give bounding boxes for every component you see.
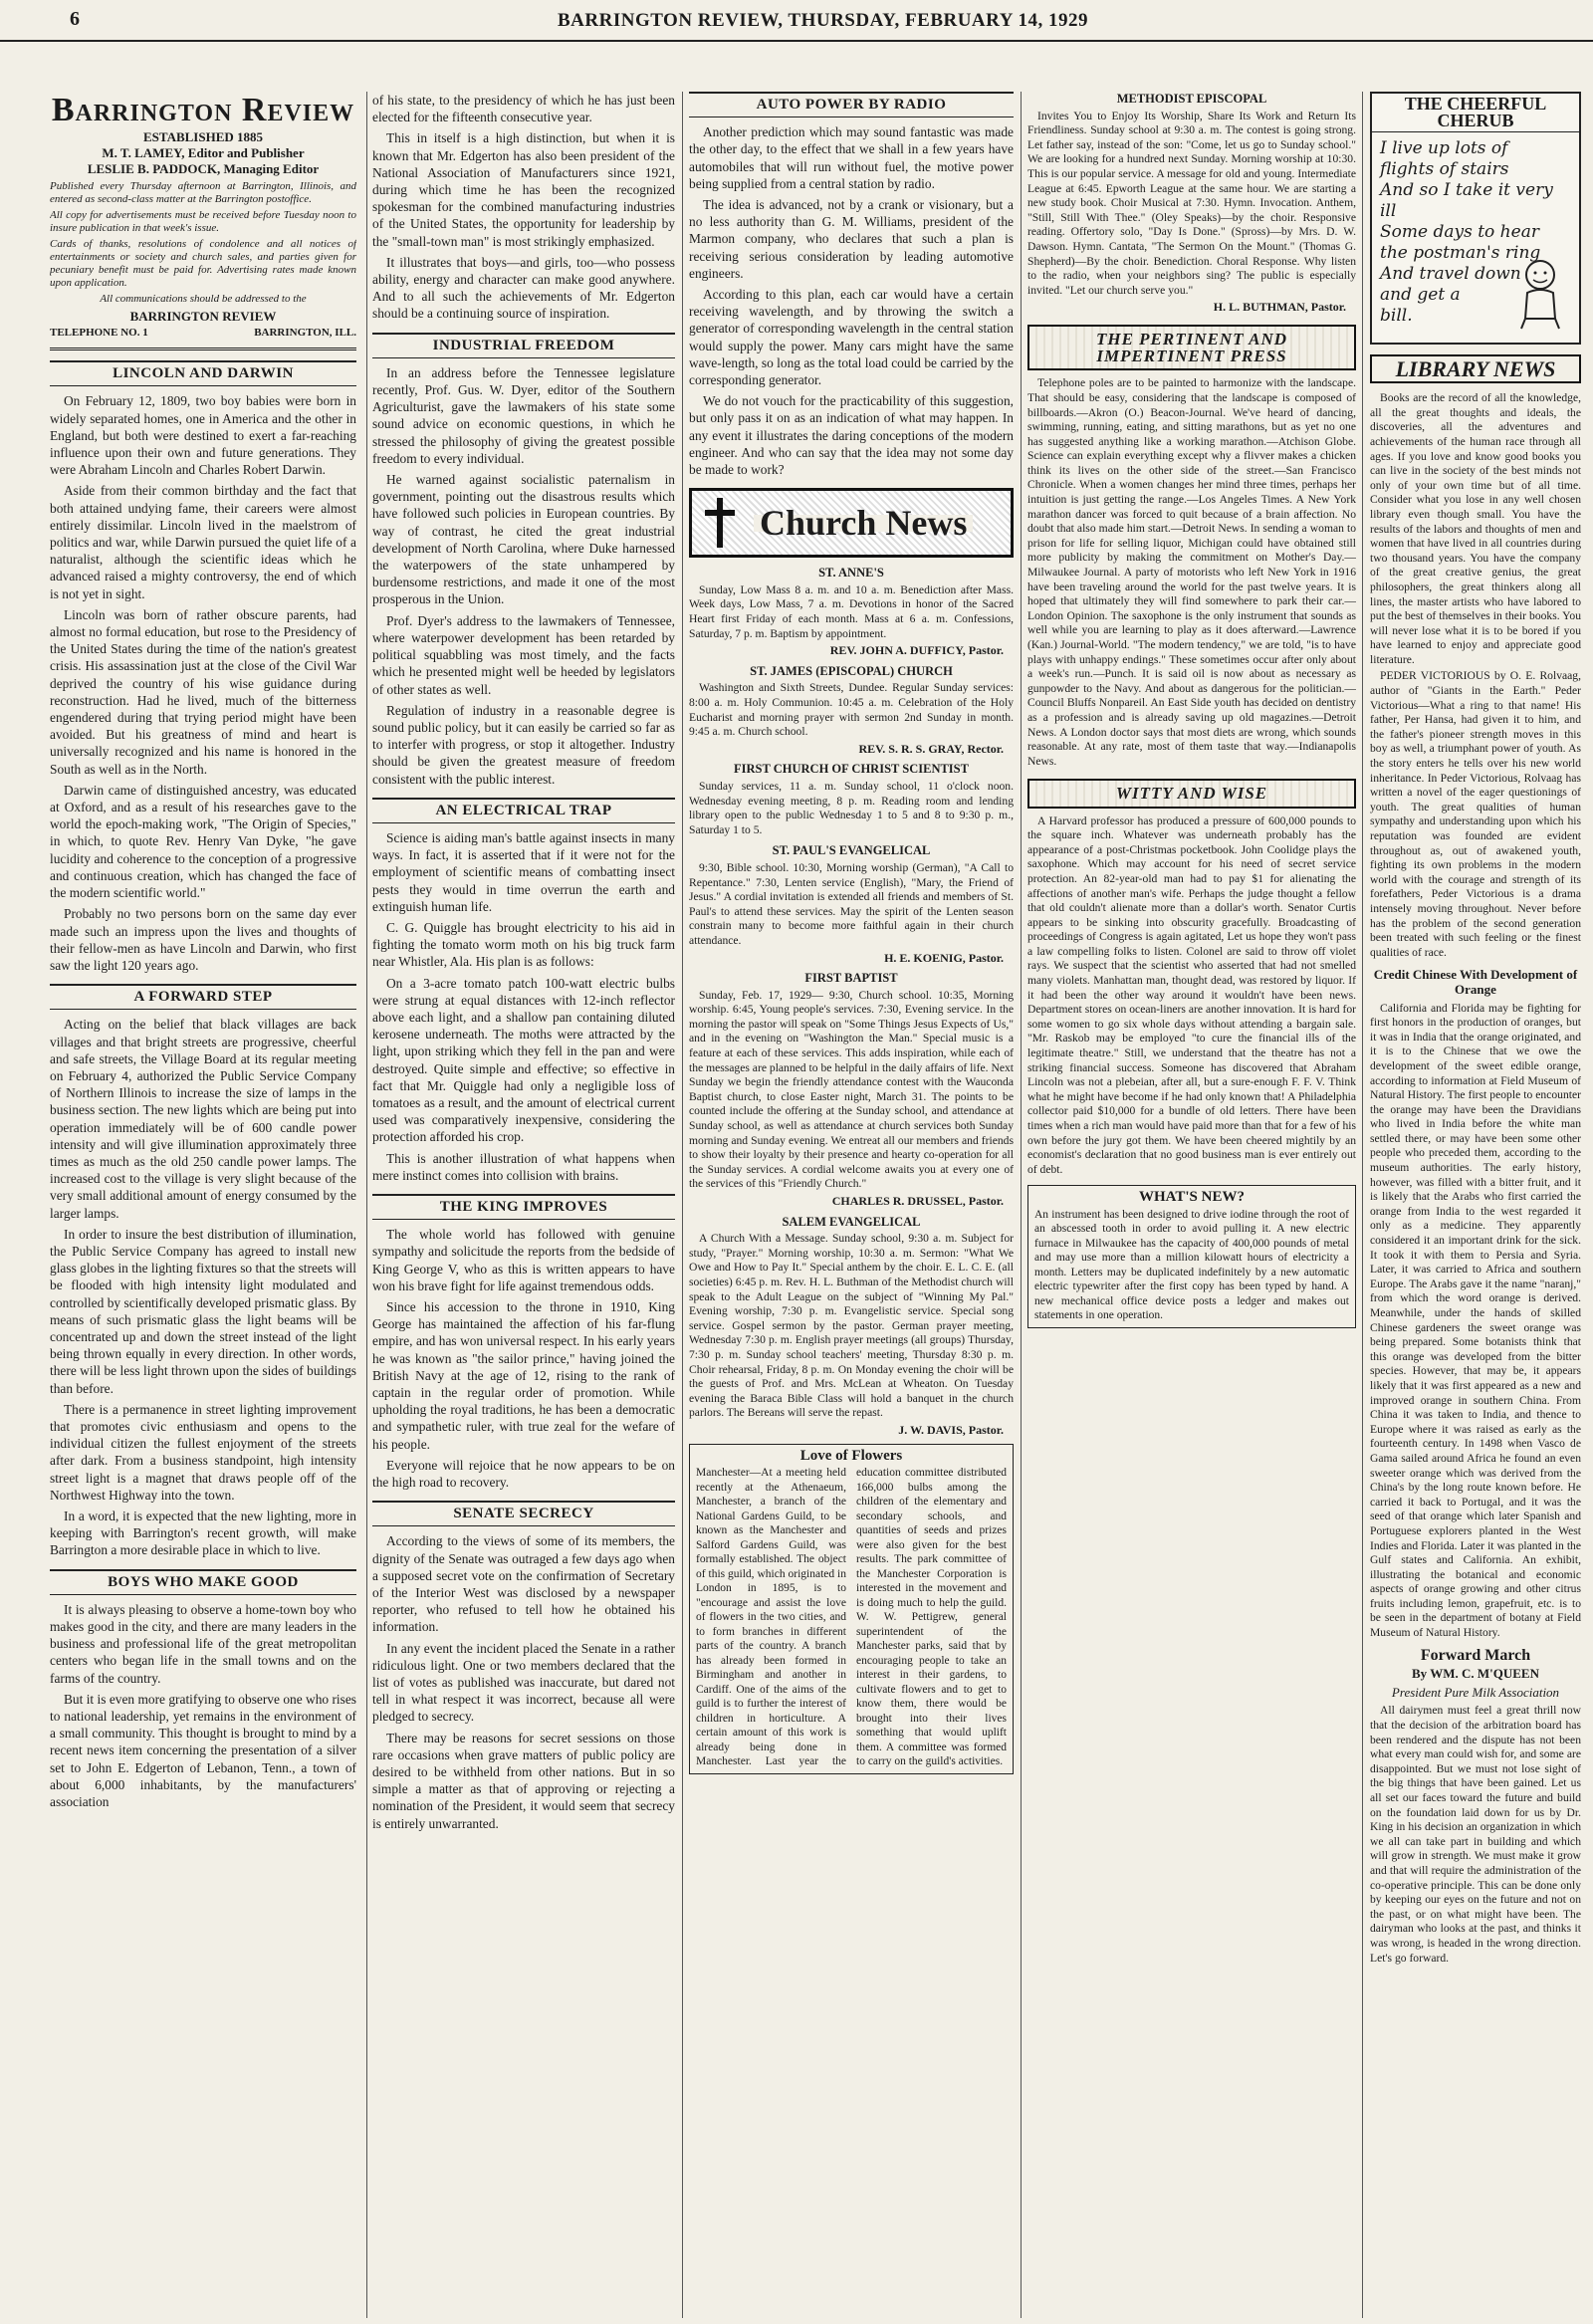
church-news-banner (689, 488, 1014, 558)
article-heading: AN ELECTRICAL TRAP (372, 798, 675, 823)
article-paragraph: It illustrates that boys—and girls, too—who possess ability, energy and character can make good anywhere. And to all such the achievements of Mr. Edgerton should be a continuing source of inspiration. (372, 254, 675, 322)
article-paragraph: Books are the record of all the knowledge, all the great thoughts and ideals, the discoveries, all the adventures and achievements of the human race through all ages. If you love and know good books you can live in the society of the best minds not only of your own time but of all time. Consider what you lose in any well chosen library even though small. You have the results of the labors and thoughts of men and women that have lived in all countries during two thousand years. You have the company of the great creative genius, the great philosophers, the great thinkers along all lines, the master artists who have labored to put the best of themselves in their books. You will never lose what it is to be bored if you have learned to enjoy and appreciate good literature. (1370, 391, 1581, 666)
copy-deadline-notice: All copy for advertisements must be received before Tuesday noon to insure publication in that week's issue. (50, 209, 356, 234)
article-paragraph: Aside from their common birthday and the fact that both attained undying fame, their careers were almost entirely dissimilar. Lincoln lived in the maelstrom of politics and war, while Darwin pursued the quiet life of a naturalist, although the scientific ideas which he advanced raised a mighty controversy, the end of which is not yet in sight. (50, 483, 356, 601)
column-rule (1021, 92, 1022, 2318)
article-heading: SENATE SECRECY (372, 1501, 675, 1526)
column-rule (366, 92, 367, 2318)
page-number: 6 (70, 8, 80, 30)
church-listings (689, 566, 1014, 1437)
column-rule (682, 92, 683, 2318)
article-paragraph: The idea is advanced, not by a crank or visionary, but a no less authority than G. M. Williams, president of the Marmon company, who declares that such a plan is receiving serious consideration by leading automotive engineers. (689, 197, 1014, 281)
column-5 (1370, 92, 1581, 2318)
quips-text: A Harvard professor has produced a pressure of 600,000 pounds to the square inch. Whatever was underneath probably has the appearance of a post-Christmas pocketbook. John Coolidge plays the saxophone. Which may account for his need of secret service protection. An 82-year-old man had to pay $1 for alienating the affections of another man's wife. Perhaps the judge thought a fellow that old couldn't alienate more than a dollar's worth. Senator Curtis appears to be sinking into obscurity gracefully. Broadcasting of proceedings of Congress is again agitated, Let us hope they won't pass a law compelling folks to listen. Colonel are said to throw off violet rays. We suspect that the scientist who asserted that had not smelled many violets. Manhattan man, thought dead, was restored by liquor. If it had been the other way around it wouldn't have been news. Department stores on ocean-liners are another innovation. It is hard for some women to go six whole days without attending a bargain sale. "Mr. Raskob may be employed "to cure the financial ills of the legitimate theatre." Still, we understand that the theatre has not a striking financial success. Someone has discovered that Abraham Lincoln was not a plebeian, after all, but a sure-enough F. F. V. Think what he might have become if he had only known that! A Philadelphia collector paid $10,000 for a bundle of old letters. There have been times when a rich man would have paid more than that for a few of his own before the jury got them. We have been cheered mightily by an economist's declaration that no good business man is ever entirely out of debt. (1027, 813, 1356, 1176)
column-3 (689, 92, 1014, 2318)
article-heading: THE KING IMPROVES (372, 1194, 675, 1220)
verse-line: bill. (1380, 306, 1413, 327)
article-paragraph: According to the views of some of its members, the dignity of the Senate was outraged a few days ago when a supposed secret vote on the confirmation of Secretary of the Interior West was disclosed by a newspaper reporter, who refused to tell how he obtained his information. (372, 1533, 675, 1635)
byline-title: President Pure Milk Association (1391, 1684, 1560, 1700)
church-text: 9:30, Bible school. 10:30, Morning worship (German), "A Call to Repentance." 7:30, Lenten service (English), "Mary, the Friend of Jesus." A cordial invitation is extended all friends and members of St. Paul's to attend these services. May the spirit of the Lenten season constrain many to become more faithful again in their church attendance. (689, 860, 1014, 947)
article-paragraph: The whole world has followed with genuine sympathy and solicitude the reports from the bedside of King George V, who as this is written appears to have won his brave fight for life against tremendous odds. (372, 1227, 675, 1293)
article-heading: INDUSTRIAL FREEDOM (372, 333, 675, 358)
church-text: Sunday, Low Mass 8 a. m. and 10 a. m. Benediction after Mass. Week days, Low Mass, 7 a. m. Devotions in honor of the Sacred Heart first Friday of each month. Mass at 6 a. m. Confessions, Saturday, 7 p. m. Baptism by appointment. (689, 582, 1014, 640)
library-news-text (1370, 391, 1581, 1966)
quips-text: Telephone poles are to be painted to harmonize with the landscape. That should be easy, considering that the landscape is composed of billboards.—Akron (O.) Beacon-Journal. We've heard of dancing, swimming, running, eating, and sitting marathons, but as yet no one has suggested anything like a working marathon.—Atchison Globe. Science can explain everything except why a flivver makes a chicken think its lives on the other side of the street.—San Francisco Chronicle. When a women changes her mind three times, perhaps her intuition is just getting the range.—Los Angeles Times. A New York marathon dancer was forced to quit because of a brain affection. No doubt that also made him start.—Detroit News. In sending a woman to prison for life for selling liquor, Michigan could have obtained still more publicity by making the commitment on Mother's Day.—Milwaukee Journal. A party of motorists who left New York in 1916 have been traveling around the world for the past twelve years. It is hoped that ultimately they will find somewhere to park their car.—London Opinion. The saxophone is the only instrument that sounds as well while you are learning to play as it does afterward.—Lawrence (Kan.) Journal-World. "The modern tendency," we are told, "is to have plays with unhappy endings." These sometimes occur after only about a week's run.—Punch. It is said oil is now about as necessary as gunpowder to the Navy. And about as dangerous for the politician.—Council Bluffs Nonpareil. An East Side youth has decided on dentistry as a profession and is already saving up old magazines.—Detroit News. A London doctor says that most diets are wrong, which sounds reasonable. At any rate, most of them taste that way.—Indianapolis News. (1027, 376, 1356, 768)
library-news-heading: LIBRARY NEWS (1370, 354, 1581, 383)
article-paragraph: Acting on the belief that black villages are back villages and that bright streets are progressive, cheerful and safe streets, the Village Board at its regular meeting on February 4, authorized the Public Service Company of Northern Illinois to increase the size of lamps in the business section. The new lights which are being put into operation immediately will be of 600 candle power intensity and will give illumination approximately three times as much as the old 250 candle power lamps. The increased cost to the village is very slight because of the very small additional amount of energy consumed by the larger lamps. (50, 1017, 356, 1221)
byline: By WM. C. M'QUEEN (1412, 1666, 1539, 1682)
address-intro: All communications should be addressed to the (100, 293, 307, 305)
article-paragraph: According to this plan, each car would have a certain receiving wavelength, and by throwing the switch a generator of corresponding wavelength in the central station would supply the power. Many cars might have the same wave-length, so long as the total load could be carried by the corresponding generator. (689, 287, 1014, 388)
article-paragraph: In any event the incident placed the Senate in a rather ridiculous light. One or two members declared that the list of votes as published was inaccurate, but dared not tell in what respect it was incorrect, because all were pledged to secrecy. (372, 1640, 675, 1725)
box-text: An instrument has been designed to drive iodine through the root of an abscessed tooth in order to avoid pulling it. A new electric furnace in Milwaukee has the capacity of 400,000 pounds of metal and may use more than a million kilowatt hours of electricity a month. Letters may be duplicated indefinitely by a new automatic electric typewriter after the first copy has been typed by hand. A new mechanical office device posts a ledger and makes out statements in one operation. (1034, 1208, 1349, 1322)
article-paragraph: Prof. Dyer's address to the lawmakers of Tennessee, where waterpower development has been retarded by political squabbling was most timely, and the facts which he presented might well be heeded by legislators of other states as well. (372, 612, 675, 697)
pastor-signature: H. L. BUTHMAN, Pastor. (1213, 300, 1346, 315)
pastor-signature: H. E. KOENIG, Pastor. (884, 950, 1004, 965)
article-paragraph: Another prediction which may sound fantastic was made the other day, to the effect that we shall in a few years have automobiles that will run without fuel, the motive power being supplied from a central station by radio. (689, 124, 1014, 191)
church-text: Sunday services, 11 a. m. Sunday school, 11 o'clock noon. Wednesday evening meeting, 8 p. m. Reading room and lending library open to the public Wednesday 1 to 5 and 8 to 9:30 p. m., Saturday 1 to 5. (689, 779, 1014, 836)
church-heading: METHODIST EPISCOPAL (1116, 92, 1267, 106)
witty-and-wise-text (1027, 814, 1356, 1178)
pastor-signature: REV. S. R. S. GRAY, Rector. (858, 741, 1004, 756)
telephone-line (50, 325, 356, 342)
church-text: Invites You to Enjoy Its Worship, Share Its Work and Return Its Friendliness. Sunday school at 9:30 a. m. The contest is going strong. Let father say, instead of the son: "Come, let us go to Sunday school." We are looking for a hundred next Sunday. Morning worship at 10:30. This is our popular service. A message for old and young. Intermediate League at 6:45. Epworth League at the same hour. We are starting a new study book. Choir Musical at 7:30. Hymn. Invocation. Anthem, "Still, Still With Thee." (Oley Speaks)—by the choir. Responsive reading. Offertory solo, "Day Is Done." (Spross)—by Mrs. D. W. Dawson. Hymn. Cantata, "The Sermon On the Mount." (Thomas G. Shepherd)—By the choir. Benediction. Choral Response. Why listen to the radio, when your neighbors sing? The public is especially invited. "Let our church serve you." (1027, 109, 1356, 297)
publication-notice: Published every Thursday afternoon at Barrington, Illinois, and entered as second-class matter at the Barrington postoffice. (50, 180, 356, 205)
verse-line: flights of stairs (1380, 159, 1509, 180)
box-text: Manchester—At a meeting held recently at the Athenaeum, Manchester, a branch of the National Gardens Guild, to be known as the Manchester and Salford Gardens Guild, was formally established. The object of this guild, which originated in London in 1895, is to "encourage and assist the love of flowers in the two cities, and to form branches in different parts of the country. A branch has already been formed in Birmingham and another in Cardiff. One of the aims of the guild is to further the interest of children in horticulture. A certain amount of this work is already being done in Manchester. Last year the education committee distributed 166,000 bulbs among the children of the elementary and secondary schools, and quantities of seeds and prizes were also given for the best results. The park committee of the Manchester Corporation is interested in the movement and is doing much to help the guild. W. W. Pettigrew, general superintendent of the Manchester parks, said that by encouraging people to take an interest in their gardens, to cultivate flowers and to get to know them, there would be brought into their lives something that would uplift them. A committee was formed to carry on the guild's activities. (696, 1467, 1007, 1768)
article-heading: A FORWARD STEP (50, 984, 356, 1010)
verse-line: And so I take it very (1380, 180, 1553, 201)
article-heading: Forward March (1420, 1646, 1531, 1664)
article-paragraph: California and Florida may be fighting for first honors in the production of oranges, but it was in India that the orange originated, and it is to the Chinese that we owe the development of the sweet edible orange, according to information at Field Museum of Natural History. The first people to encounter the orange may have been the Dravidians who lived in India before the white man settled there, or may have been some other people who preceded them, according to the museum authorities. The early history, however, was filled with a bitter fruit, and it is likely that the Arabs who first carried the orange from India to the west regarded it only as a medicine. They apparently considered it an important drink for the sick. It took it with them to Persia and Syria. Later, it was carried to Africa and southern Europe. The Arabs gave it the name "naranj," from which the word orange is derived. Meanwhile, under the hands of skilled Chinese gardeners the sweet orange was being prepared. Some botanists think that this orange was developed from the bitter species. However, that may be, it appears likely that it was first appeared as a new and improved orange in southern China. From China it was taken to India, and thence to Europe where it was raised as early as the fourteenth century. In 1498 when Vasco de Gama sailed around Africa he found an even sweeter orange which was derived from the China's by the long route known before. He carried it back to Portugal, and it was the seed of that orange which later Spanish and Portuguese explorers planted in the West Indies and Florida. Later it was planted in the Gulf states and California. An exhibit, illustrating the botanical and economic aspects of orange growing and other citrus fruits including lemon, grapefruit, etc. is to be seen in the department of botany at Field Museum of Natural History. (1370, 1001, 1581, 1640)
church-text: Sunday, Feb. 17, 1929— 9:30, Church school. 10:35, Morning worship. 6:45, Young people's services. 7:30, Evening service. In the morning the pastor will speak on "Some Things Jesus Expects of Us," and in the evening on "Washington the Man." Special music is a feature at each of these services. This adds inspiration, while each of the messages are planned to be helpful in the daily affairs of life. Next Sunday we begin the friendly attendance contest with the Wauconda Baptist church, to close Easter night, March 31. The points to be counted include the offering at the Sunday school, and attendance at Sunday school, as well as attendance at church services both Sunday morning and Sunday evening. We entreat all our members and friends to show their loyalty by their presence and hearty co-operation for all the Sunday services. A cordial welcome awaits you at every one of the services of this "Friendly Church." (689, 988, 1014, 1191)
article-paragraph: On February 12, 1809, two boy babies were born in widely separated homes, one in America and the other in England, but both were destined to exert a far-reaching influence upon their own and future generations. They were Abraham Lincoln and Charles Robert Darwin. (50, 393, 356, 478)
article-paragraph: It is always pleasing to observe a home-town boy who makes good in the city, and there are many leaders in the business and professional life of the great metropolitan centers who began life in the small towns and on the farms of the country. (50, 1601, 356, 1686)
article-heading: LINCOLN AND DARWIN (50, 360, 356, 386)
church-text: A Church With a Message. Sunday school, 9:30 a. m. Subject for study, "Prayer." Morning worship, 10:30 a. m. Sermon: "What We Owe and How to Pay It." Special anthem by the choir. E. L. C. E. (all societies) 6:45 p. m. Rev. H. L. Buthman of the Methodist church will speak to the Adult League on the subject of "Winning My Pal." Evening worship, 7:30 p. m. Evangelistic service. Special song service. Gospel sermon by the pastor. German prayer meeting, Wednesday 7:30 p. m. English prayer meetings (all groups) Thursday, 7:30 p. m. Sunday school teachers' meeting, Thursday 8:30 p. m. Choir rehearsal, Friday, 8 p. m. On Monday evening the choir will be the guests of Prof. and Mrs. McLean at Wheaton. On Tuesday evening the Baraca Bible Class will hold a banquet in the church parlors. The Bereans will serve the repast. (689, 1232, 1014, 1420)
article-paragraph: He warned against socialistic paternalism in government, pointing out the disastrous results which have followed such policies in European countries. By way of contrast, he cited the great industrial development of North Carolina, where Duke harnessed the waterpowers of the state unhampered by burdensome restrictions, and made it one of the most prosperous in the Union. (372, 472, 675, 607)
article-paragraph: This in itself is a high distinction, but when it is known that Mr. Edgerton has also been president of the National Association of Manufacturers since 1921, during which time he has been the recognized spokesman for the combined manufacturing industries of the United States, the opportunity for leadership by the "small-town man" is most strikingly emphasized. (372, 130, 675, 249)
church-heading: ST. ANNE'S (818, 566, 884, 581)
whats-new-box (1027, 1185, 1356, 1328)
article-paragraph: There may be reasons for secret sessions on those rare occasions when grave matters of public policy are desired to be withheld from other nations. But in so simple a matter as that of approving or rejecting a nomination of the President, it would seem that secrecy is entirely unwarranted. (372, 1730, 675, 1831)
pertinent-press-text (1027, 376, 1356, 769)
masthead (50, 92, 356, 350)
cross-icon (700, 496, 740, 550)
article-paragraph: PEDER VICTORIOUS by O. E. Rolvaag, author of "Giants in the Earth." Peder Victorious—What a ring to that name! His father, Per Hansa, had given it to him, and the father's pioneer strength moves in this boy as well, a triumphant power of youth. As the story enters he tells over his new world inheritance. In Peder Victorious, Rolvaag has written a novel of the eager questionings of youth. The great qualities of human sympathy and understanding upon which his reputation was founded are evident throughout as, out of awakened youth, fighting its own problems in the modern world with the courage and strength of its forefathers, Peder Victorious is a drama intensely moving throughout. Never before has the problem of the second generation been treated with such feeling or the finest qualities of race. (1370, 669, 1581, 959)
church-heading: FIRST CHURCH OF CHRIST SCIENTIST (734, 762, 969, 777)
place-name: BARRINGTON, ILL. (254, 327, 356, 339)
article-paragraph: There is a permanence in street lighting improvement that promotes civic enthusiasm and opens to the individual citizen the fullest enjoyment of the streets after dark. From a business standpoint, high intensity street light is a magnet that draws people off of the Northwest Highway into the town. (50, 1401, 356, 1503)
love-of-flowers-box (689, 1444, 1014, 1774)
column-2 (372, 92, 675, 2318)
cheerful-cherub-title: THE CHEERFUL CHERUB (1372, 94, 1579, 132)
article-paragraph: Probably no two persons born on the same day ever made such an impress upon the lives and thoughts of their fellow-men as have Lincoln and Darwin, who first saw the light 120 years ago. (50, 906, 356, 973)
column-4 (1027, 92, 1356, 2318)
article-paragraph: In an address before the Tennessee legislature recently, Prof. Gus. W. Dyer, editor of the Southern Agriculturist, gave the lawmakers of his state some sound advice on economic questions, in which he stressed the philosophy of giving the greatest possible freedom to every individual. (372, 364, 675, 466)
article-paragraph: C. G. Quiggle has brought electricity to his aid in fighting the tomato worm moth on his big truck farm near Whistler, Ala. His plan is as follows: (372, 919, 675, 970)
page-title: BARRINGTON REVIEW, THURSDAY, FEBRUARY 14, 1929 (558, 10, 1088, 31)
pastor-signature: J. W. DAVIS, Pastor. (898, 1422, 1004, 1437)
section-heading: THE PERTINENT AND IMPERTINENT PRESS (1027, 325, 1356, 370)
section-heading: WITTY AND WISE (1027, 779, 1356, 808)
methodist-listing (1027, 92, 1356, 315)
church-heading: SALEM EVANGELICAL (782, 1214, 921, 1229)
verse-line: I live up lots of (1380, 138, 1508, 159)
verse-line: And travel down (1380, 264, 1521, 285)
cheerful-cherub-box (1370, 92, 1581, 345)
church-heading: ST. JAMES (EPISCOPAL) CHURCH (750, 663, 953, 678)
paid-notices-notice: Cards of thanks, resolutions of condolence and all notices of entertainments or society and church sales, and parties given for pecuniary benefit must be paid for. Advertising rates made known upon application. (50, 238, 356, 289)
editor-line: M. T. LAMEY, Editor and Publisher (102, 145, 305, 160)
church-news-title: Church News (754, 515, 973, 532)
article-paragraph: This is another illustration of what happens when mere instinct comes into collision with brains. (372, 1150, 675, 1183)
pastor-signature: REV. JOHN A. DUFFICY, Pastor. (829, 643, 1004, 658)
church-heading: ST. PAUL'S EVANGELICAL (772, 843, 931, 858)
article-paragraph: On a 3-acre tomato patch 100-watt electric bulbs were strung at equal distances with 12-inch reflector above each light, and a shallow pan containing diluted kerosene underneath. The moths were attracted by the light, upon striking which they fell in the pan and were destroyed. Quite simple and effective; so effective in fact that Mr. Quiggle had only a negligible loss of tomatoes as a result, and the amount of electrical current used was comparatively inexpensive, considering the protection afforded his crop. (372, 975, 675, 1145)
verse-line: ill (1380, 201, 1397, 222)
newspaper-name: Barrington Review (51, 92, 355, 128)
article-paragraph: Since his accession to the throne in 1910, King George has maintained the affection of his far-flung empire, and has won universal respect. In his early years he was known as "the sailor prince," having joined the British Navy at the age of 12, rising to the rank of captain in the regular order of promotion. While upholding the royal traditions, he has been a democratic and sympathetic ruler, with true zeal for the wefare of his people. (372, 1299, 675, 1452)
article-paragraph: In a word, it is expected that the new lighting, more in keeping with Barrington's recent growth, will make Barrington a more desirable place in which to live. (50, 1509, 356, 1558)
pastor-signature: CHARLES R. DRUSSEL, Pastor. (831, 1194, 1004, 1209)
article-paragraph: But it is even more gratifying to observe one who rises to national leadership, yet remains in the environment of a small community. This thought is brought to mind by a recent news item concerning the presentation of a silver set to John E. Edgerton of Lebanon, Tenn., a town of about 6,000 inhabitants, by the manufacturers' association (50, 1691, 356, 1810)
box-heading: Love of Flowers (799, 1447, 903, 1464)
telephone-number: TELEPHONE NO. 1 (50, 327, 148, 339)
article-paragraph: All dairymen must feel a great thrill now that the decision of the arbitration board has been rendered and the dispute has not been what every man could wish for, and some are disappointed. But we must not lose sight of the big things that have been gained. Let us all set our faces toward the future and build on the foundation laid down for us by Dr. King in his decision an organization in which we all can take part in building and which will grow in strength. We must make it grow and that will require the administration of the co-operative principle. This can be done only by keeping our eyes on the future and not on the past, or on what might have been. The dairyman who looks at the past, and thinks it was wrong, is headed in the wrong direction. Let's go forward. (1370, 1704, 1581, 1965)
article-paragraph: Darwin came of distinguished ancestry, was educated at Oxford, and as a result of his researches gave to the world the epoch-making work, "The Origin of Species," in which, to quote Rev. Henry Van Dyke, "he gave lucidity and coherence to the conception of a progressive and continuous creation, which has changed the face of the modern scientific world." (50, 782, 356, 901)
article-heading: BOYS WHO MAKE GOOD (50, 1569, 356, 1595)
article-heading: Credit Chinese With Development of Orange (1373, 967, 1578, 997)
church-heading: FIRST BAPTIST (804, 971, 898, 986)
article-heading: AUTO POWER BY RADIO (689, 92, 1014, 117)
verse-line: and get a (1380, 285, 1461, 306)
article-paragraph: Regulation of industry in a reasonable degree is sound public policy, but it can easily be carried so far as to interfer with progress, or stop it altogether. Industry should be given the greatest measure of freedom consistent with the public interest. (372, 702, 675, 787)
column-1 (50, 92, 356, 2318)
address-name: BARRINGTON REVIEW (129, 309, 277, 324)
article-paragraph: Everyone will rejoice that he now appears to be on the high road to recovery. (372, 1457, 675, 1491)
verse-line: the postman's ring (1380, 243, 1541, 264)
article-paragraph: We do not vouch for the practicability of this suggestion, but only pass it on as an indication of what may happen. In any event it illustrates the daring conceptions of the modern engineer. And who can say that the idea may not some day be made to work? (689, 393, 1014, 478)
box-heading: WHAT'S NEW? (1139, 1189, 1245, 1206)
cherub-drawing-icon (1511, 253, 1569, 333)
article-paragraph: Science is aiding man's battle against insects in many ways. In fact, it is asserted that if it were not for the employment of scientific means of combatting insect pests they would in time overrun the earth and extinguish human life. (372, 829, 675, 914)
column-rule (1362, 92, 1363, 2318)
article-paragraph: In order to insure the best distribution of illumination, the Public Service Company has agreed to install new glass globes in the lighting fixtures so that the streets will be flooded with high intensity light modulated and controlled by scientifically developed prismatic glass. By means of such prismatic glass the light beams will be concentrated up and down the street instead of the light being thrown equally in every direction. In other words, there will be less light thrown upon the sides of buildings than before. (50, 1226, 356, 1396)
verse-line: Some days to hear (1380, 222, 1539, 243)
page-header (0, 6, 1593, 42)
article-paragraph: of his state, to the presidency of which he has just been elected for the fifteenth consecutive year. (372, 93, 675, 125)
managing-editor-line: LESLIE B. PADDOCK, Managing Editor (87, 161, 320, 176)
church-text: Washington and Sixth Streets, Dundee. Regular Sunday services: 8:00 a. m. Holy Communion. 10:45 a. m. Celebration of the Holy Eucharist and morning prayer with sermon 2nd Sunday in month. 9:45 a. m. Church school. (689, 681, 1014, 739)
established-line: ESTABLISHED 1885 (142, 129, 264, 144)
article-paragraph: Lincoln was born of rather obscure parents, had almost no formal education, but rose to the Presidency of the United States during the time of the nation's greatest crisis. His assassination just at the close of the Civil War deprived the country of his wise guidance during reconstruction. Had he lived, much of the bitterness engendered during that trying period might have been avoided. But his greatness of mind and heart is universally recognized and his name is honored in the South as well as in the North. (50, 606, 356, 777)
